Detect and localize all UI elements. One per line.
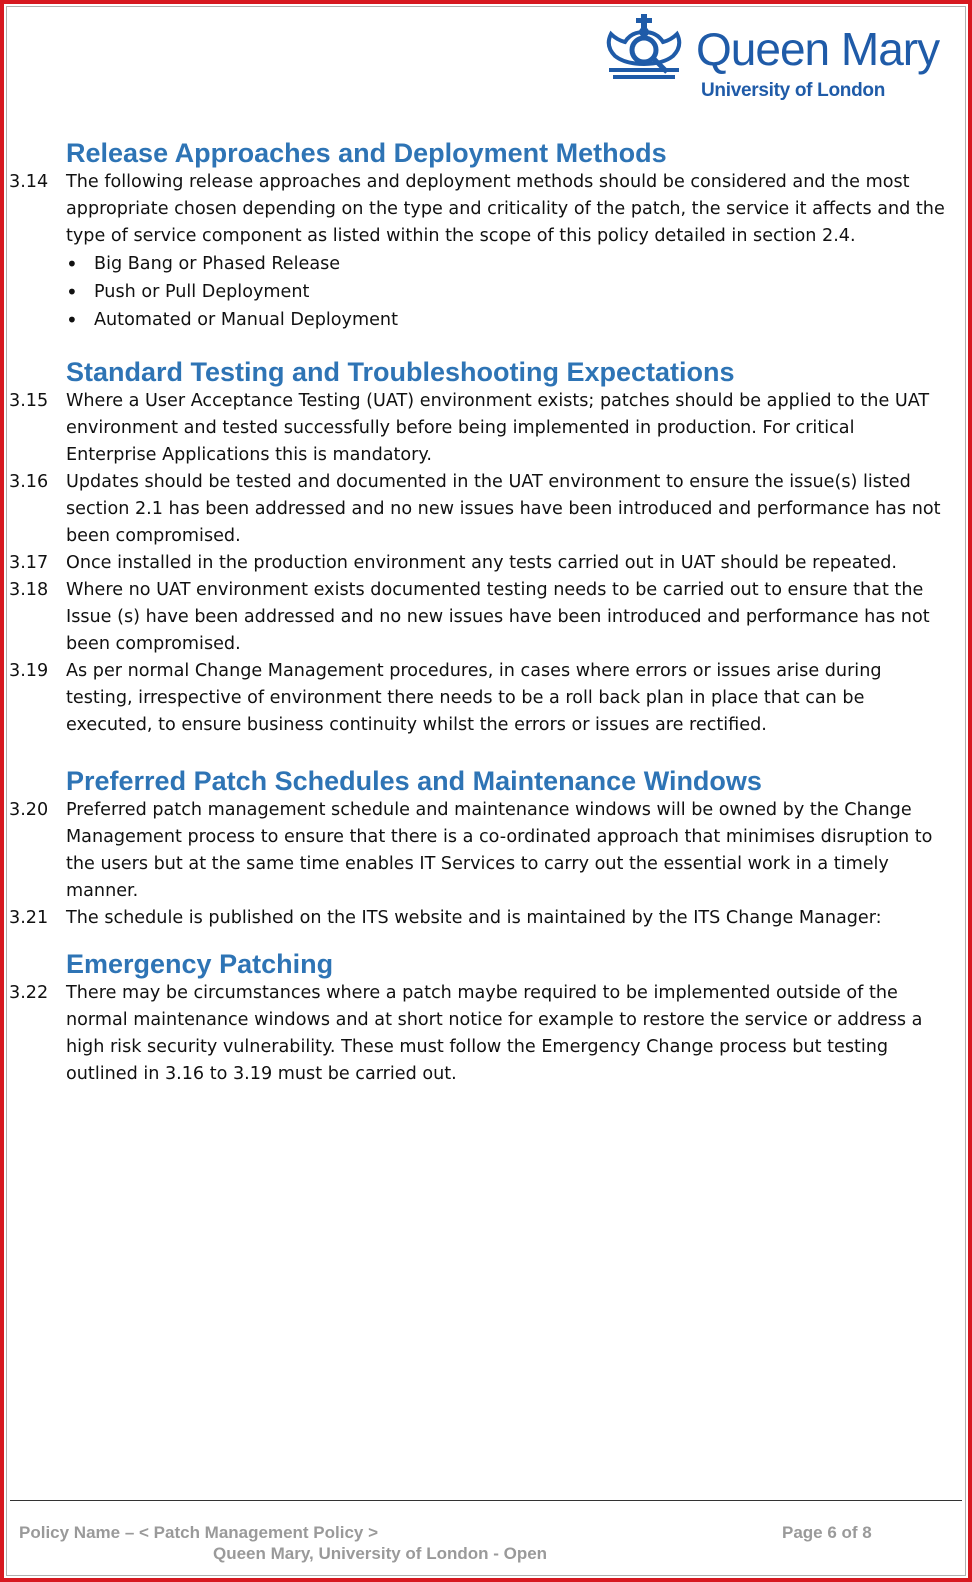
paragraph-text: Where no UAT environment exists documented testing needs to be carried out to ensure that the Issue (s) have been addressed and no new issues have been introduced and performance has not been compromised. bbox=[66, 580, 930, 654]
list-item: • Automated or Manual Deployment bbox=[66, 306, 954, 334]
footer-divider bbox=[10, 1500, 962, 1501]
numbered-paragraph bbox=[4, 577, 954, 658]
footer-page-number: Page 6 of 8 bbox=[782, 1523, 872, 1542]
numbered-paragraph bbox=[4, 658, 954, 739]
logo-name: Queen Mary bbox=[696, 23, 940, 75]
paragraph-number: 3.22 bbox=[9, 983, 49, 1003]
section-heading: Preferred Patch Schedules and Maintenance Windows bbox=[66, 766, 762, 796]
paragraph-text: Preferred patch management schedule and maintenance windows will be owned by the Change Management process to ensure that there is a co-ordinated approach that minimises disruption to the users but at the same time enables IT Services to carry out the essential work in a timely manner. bbox=[66, 800, 933, 901]
numbered-paragraph bbox=[4, 980, 954, 1088]
numbered-paragraph bbox=[4, 550, 954, 577]
paragraph-number: 3.14 bbox=[9, 172, 49, 192]
paragraph-number: 3.18 bbox=[9, 580, 49, 600]
paragraph-text: The following release approaches and deployment methods should be considered and the most appropriate chosen depending on the type and criticality of the patch, the service it affects and the type of service component as listed within the scope of this policy detailed in section 2.4. bbox=[66, 172, 945, 246]
bullet-list bbox=[4, 250, 954, 334]
numbered-paragraph bbox=[4, 797, 954, 905]
paragraph-text: Once installed in the production environment any tests carried out in UAT should be repeated. bbox=[66, 553, 898, 573]
crown-crest-icon bbox=[601, 12, 691, 84]
numbered-paragraph bbox=[4, 169, 954, 250]
paragraph-number: 3.20 bbox=[9, 800, 49, 820]
paragraph-number: 3.17 bbox=[9, 553, 49, 573]
section-heading: Emergency Patching bbox=[66, 949, 334, 979]
footer-policy-name: Policy Name – < Patch Management Policy > bbox=[19, 1523, 379, 1542]
numbered-paragraph bbox=[4, 388, 954, 469]
numbered-paragraph bbox=[4, 905, 954, 932]
footer-classification: Queen Mary, University of London - Open bbox=[213, 1544, 548, 1563]
logo-subtitle: University of London bbox=[701, 80, 886, 101]
paragraph-text: There may be circumstances where a patch maybe required to be implemented outside of the normal maintenance windows and at short notice for example to restore the service or address a high risk security vulnerability. These must follow the Emergency Change process but testing outlined in 3.16 to 3.19 must be carried out. bbox=[66, 983, 923, 1084]
paragraph-text: Updates should be tested and documented in the UAT environment to ensure the issue(s) listed section 2.1 has been addressed and no new issues have been introduced and performance has not been compromised. bbox=[66, 472, 941, 546]
numbered-paragraph bbox=[4, 469, 954, 550]
qmul-logo bbox=[601, 12, 951, 112]
paragraph-text: The schedule is published on the ITS website and is maintained by the ITS Change Manager: bbox=[66, 908, 882, 928]
paragraph-number: 3.16 bbox=[9, 472, 49, 492]
paragraph-text: As per normal Change Management procedures, in cases where errors or issues arise during testing, irrespective of environment there needs to be a roll back plan in place that can be executed, to ensure business continuity whilst the errors or issues are rectified. bbox=[66, 661, 882, 735]
list-item: • Big Bang or Phased Release bbox=[66, 250, 954, 278]
section-heading: Standard Testing and Troubleshooting Expectations bbox=[66, 357, 735, 387]
paragraph-text: Where a User Acceptance Testing (UAT) environment exists; patches should be applied to the UAT environment and tested successfully before being implemented in production. For critical Enterprise Applications this is mandatory. bbox=[66, 391, 930, 465]
section-heading: Release Approaches and Deployment Methods bbox=[66, 138, 667, 168]
paragraph-number: 3.19 bbox=[9, 661, 49, 681]
list-item: • Push or Pull Deployment bbox=[66, 278, 954, 306]
document-body bbox=[4, 137, 954, 1088]
paragraph-number: 3.21 bbox=[9, 908, 49, 928]
paragraph-number: 3.15 bbox=[9, 391, 49, 411]
